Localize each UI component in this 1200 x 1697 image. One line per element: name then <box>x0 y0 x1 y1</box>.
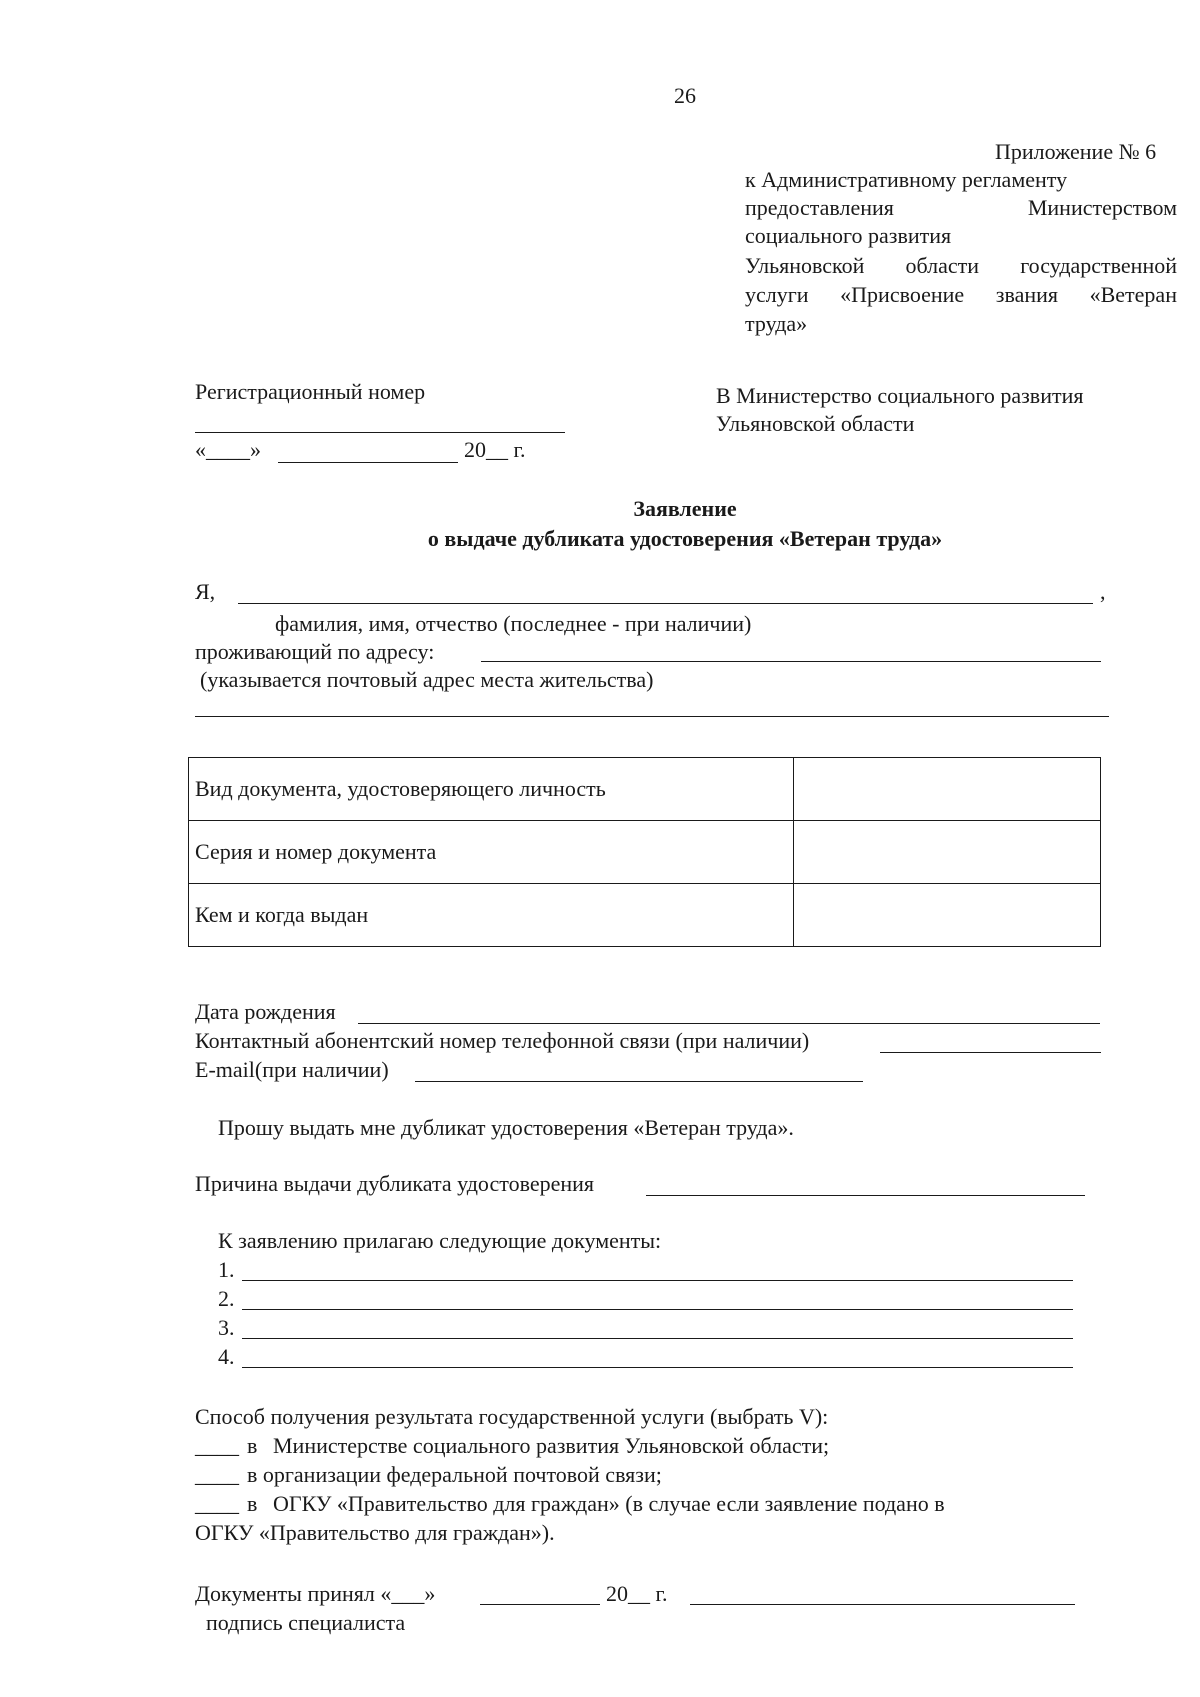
appendix-line-3: социального развития <box>745 223 952 248</box>
address-line-2[interactable] <box>195 716 1109 717</box>
delivery-option-2-checkbox[interactable]: ____ <box>195 1462 239 1487</box>
attachment-line[interactable] <box>242 1367 1073 1368</box>
appendix-word: государственной <box>1020 253 1177 278</box>
birth-label: Дата рождения <box>195 999 336 1024</box>
applicant-name-line[interactable] <box>238 603 1093 604</box>
id-document-table <box>188 757 1101 947</box>
table-cell-value[interactable] <box>794 884 1101 947</box>
accepted-label: Документы принял «___» <box>195 1581 436 1606</box>
appendix-word: «Ветеран <box>1089 282 1177 307</box>
appendix-line-5 <box>745 281 1177 309</box>
appendix-line-1: к Административному регламенту <box>745 167 1068 192</box>
delivery-option-1-prefix: в <box>247 1433 258 1458</box>
recipient-line-1: В Министерство социального развития <box>716 383 1084 408</box>
delivery-option-1-checkbox[interactable]: ____ <box>195 1433 239 1458</box>
delivery-option-2-text: в организации федеральной почтовой связи; <box>247 1462 662 1487</box>
delivery-option-3-text: ОГКУ «Правительство для граждан» (в случае если заявление подано в <box>273 1491 945 1516</box>
accepted-month-line[interactable] <box>480 1604 600 1605</box>
accepted-year: 20__ г. <box>606 1581 668 1606</box>
attachment-number: 3. <box>218 1315 235 1340</box>
appendix-title: Приложение № 6 <box>995 139 1157 164</box>
attachment-line[interactable] <box>242 1309 1073 1310</box>
applicant-comma: , <box>1100 579 1106 604</box>
email-label: E-mail(при наличии) <box>195 1057 389 1082</box>
appendix-word: «Присвоение <box>840 282 965 307</box>
appendix-word: Министерством <box>1027 195 1177 220</box>
delivery-option-1-text: Министерстве социального развития Ульяновской области; <box>273 1433 830 1458</box>
reason-label: Причина выдачи дубликата удостоверения <box>195 1171 595 1196</box>
recipient-line-2: Ульяновской области <box>716 411 915 436</box>
heading-title: Заявление <box>633 496 737 521</box>
email-line[interactable] <box>415 1081 863 1082</box>
attachment-number: 4. <box>218 1344 235 1369</box>
appendix-word: Ульяновской <box>745 253 865 278</box>
accepted-signature-line[interactable] <box>690 1604 1075 1605</box>
applicant-i-label: Я, <box>195 579 216 604</box>
phone-label: Контактный абонентский номер телефонной связи (при наличии) <box>195 1028 810 1053</box>
page-number: 26 <box>674 83 696 108</box>
attachment-number: 1. <box>218 1257 235 1282</box>
table-cell-label: Серия и номер документа <box>189 821 794 884</box>
appendix-word: предоставления <box>745 195 894 220</box>
table-cell-label: Вид документа, удостоверяющего личность <box>189 758 794 821</box>
registration-label: Регистрационный номер <box>195 379 426 404</box>
attachments-label: К заявлению прилагаю следующие документы: <box>218 1228 662 1253</box>
delivery-option-3-checkbox[interactable]: ____ <box>195 1491 239 1516</box>
name-hint: фамилия, имя, отчество (последнее - при наличии) <box>275 611 752 636</box>
appendix-word: услуги <box>745 282 809 307</box>
reason-line[interactable] <box>646 1195 1085 1196</box>
table-row <box>189 884 1101 947</box>
delivery-option-3-continued: ОГКУ «Правительство для граждан»). <box>195 1520 555 1545</box>
appendix-line-2 <box>745 194 1177 222</box>
attachment-number: 2. <box>218 1286 235 1311</box>
table-cell-value[interactable] <box>794 758 1101 821</box>
attachment-line[interactable] <box>242 1280 1073 1281</box>
address-label: проживающий по адресу: <box>195 639 435 664</box>
delivery-label: Способ получения результата государственной услуги (выбрать V): <box>195 1404 829 1429</box>
appendix-line-4 <box>745 252 1177 280</box>
table-cell-label: Кем и когда выдан <box>189 884 794 947</box>
address-hint: (указывается почтовый адрес места жительства) <box>200 667 654 692</box>
registration-month-line[interactable] <box>278 462 458 463</box>
heading-subtitle: о выдаче дубликата удостоверения «Ветеран труда» <box>427 526 943 551</box>
table-row <box>189 821 1101 884</box>
registration-number-line[interactable] <box>195 432 565 433</box>
registration-day: «____» <box>195 437 261 462</box>
table-cell-value[interactable] <box>794 821 1101 884</box>
registration-year-label: 20__ г. <box>464 437 526 462</box>
signature-hint: подпись специалиста <box>206 1610 406 1635</box>
address-line[interactable] <box>481 661 1101 662</box>
table-row <box>189 758 1101 821</box>
appendix-word: звания <box>995 282 1058 307</box>
birth-line[interactable] <box>358 1023 1100 1024</box>
attachment-line[interactable] <box>242 1338 1073 1339</box>
appendix-word: области <box>905 253 980 278</box>
delivery-option-3-prefix: в <box>247 1491 258 1516</box>
appendix-line-6: труда» <box>745 311 808 336</box>
request-text: Прошу выдать мне дубликат удостоверения «Ветеран труда». <box>218 1115 794 1140</box>
phone-line[interactable] <box>880 1052 1101 1053</box>
